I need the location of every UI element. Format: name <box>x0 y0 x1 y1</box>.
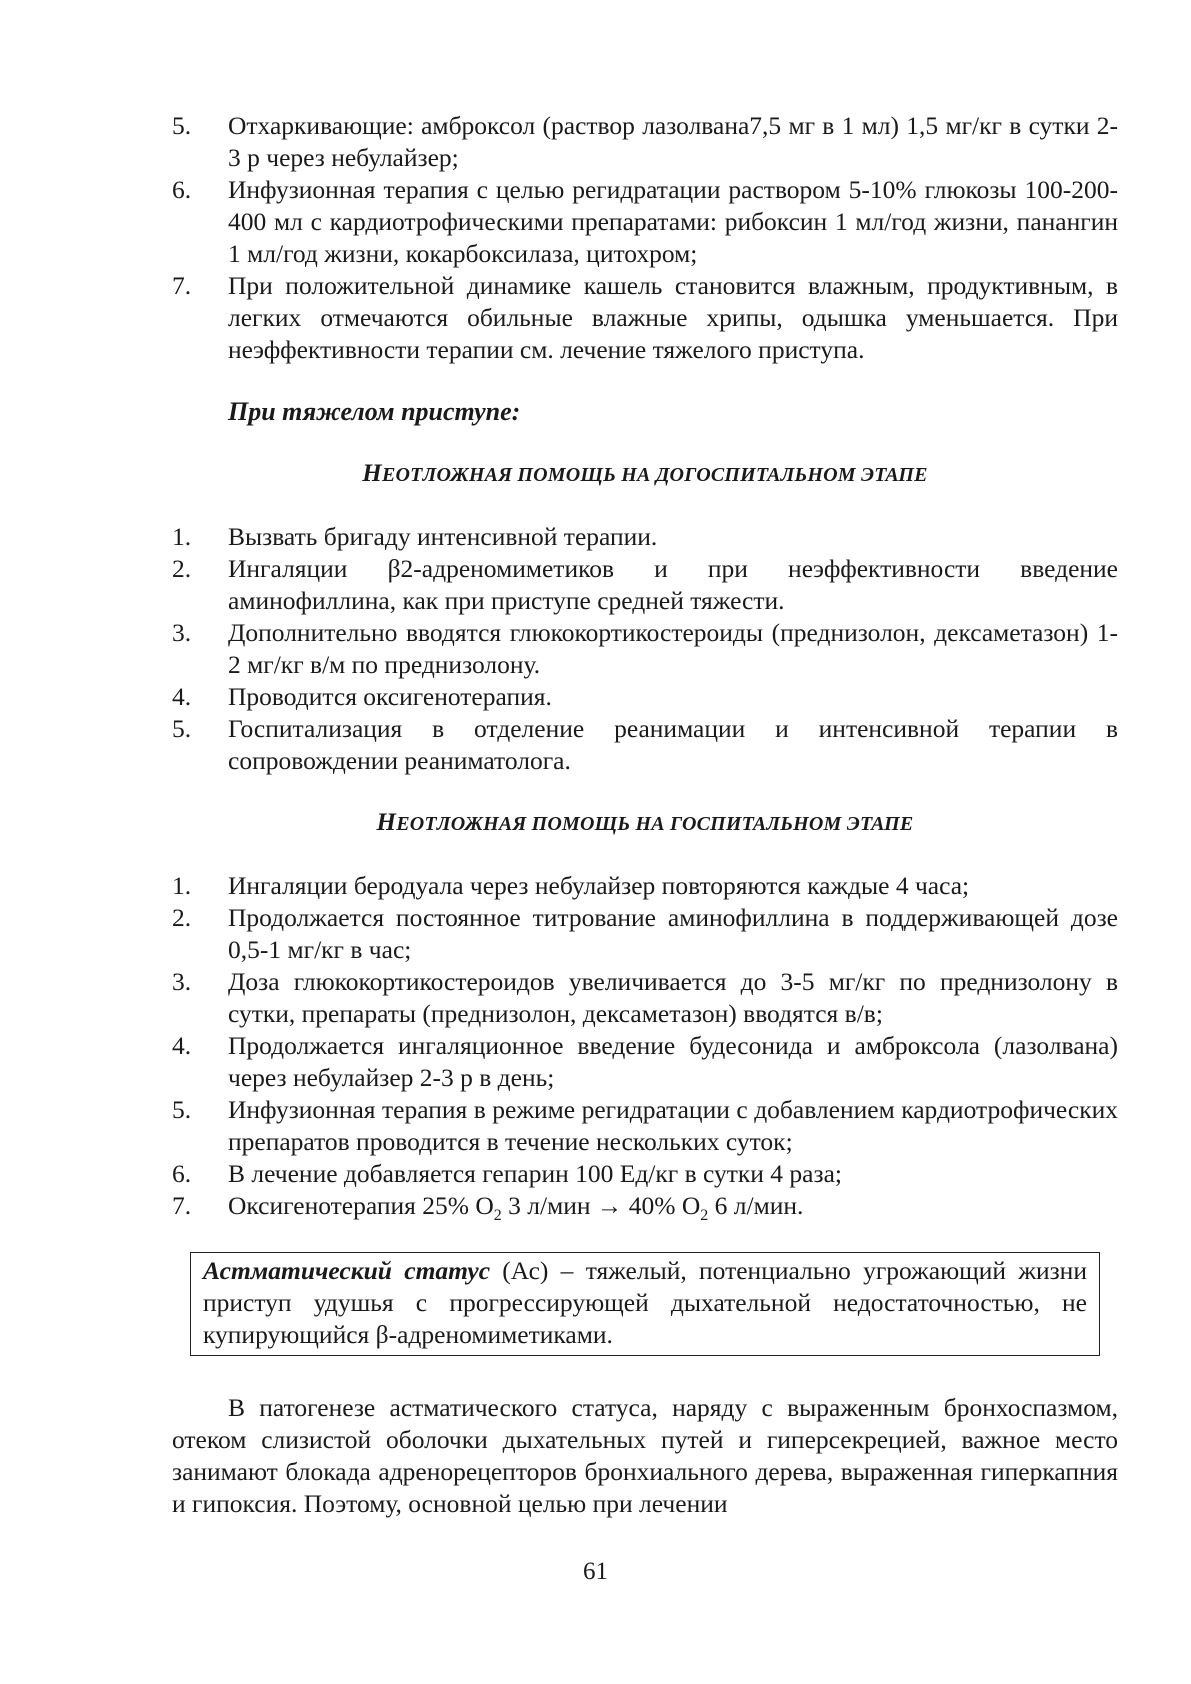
section-title-rest: ЕОТЛОЖНАЯ ПОМОЩЬ НА ДОГОСПИТАЛЬНОМ ЭТАПЕ <box>381 464 928 486</box>
item-number: 7. <box>172 271 192 300</box>
item-text: Ингаляции беродуала через небулайзер повторяются каждые 4 часа; <box>228 871 970 900</box>
item-number: 2. <box>172 554 192 583</box>
section-title-initial: Н <box>362 460 382 487</box>
item-number: 5. <box>172 111 192 140</box>
list-item <box>172 174 1118 270</box>
subheading: При тяжелом приступе: <box>228 397 521 426</box>
section-title-prehospital <box>172 458 1118 491</box>
item-number: 3. <box>172 618 192 647</box>
item-text: Вызвать бригаду интенсивной терапии. <box>228 522 658 551</box>
list-item <box>172 110 1118 174</box>
list-item <box>172 553 1118 617</box>
item-number: 2. <box>172 903 192 932</box>
item-text: Дополнительно вводятся глюкокортикостероиды (преднизолон, дексаметазон) 1-2 мг/кг в/м по преднизолону. <box>228 618 1118 679</box>
subscript: 2 <box>700 1207 709 1225</box>
list-item <box>172 617 1118 681</box>
definition-box <box>190 1252 1100 1356</box>
item-number: 5. <box>172 1095 192 1124</box>
item-number: 5. <box>172 714 192 743</box>
body-paragraph: В патогенезе астматического статуса, наряду с выраженным бронхоспазмом, отеком слизистой оболочки дыхательных путей и гиперсекрецией, важное место занимают блокада адренорецепторов бронхиального дерева, выраженная гиперкапния и гипоксия. Поэтому, основной целью при лечении <box>172 1393 1118 1518</box>
item-text: Отхаркивающие: амброксол (раствор лазолвана7,5 мг в 1 мл) 1,5 мг/кг в сутки 2-3 р через небулайзер; <box>228 111 1118 172</box>
item-text-part: 6 л/мин. <box>708 1191 804 1220</box>
list-prehospital <box>172 521 1118 777</box>
list-item <box>172 870 1118 902</box>
item-text: В лечение добавляется гепарин 100 Ед/кг в сутки 4 раза; <box>228 1159 842 1188</box>
item-number: 1. <box>172 522 192 551</box>
list-item <box>172 681 1118 713</box>
item-text: Продолжается ингаляционное введение будесонида и амброксола (лазолвана) через небулайзер 2-3 р в день; <box>228 1031 1118 1092</box>
list-item <box>172 1158 1118 1190</box>
section-title-rest: ЕОТЛОЖНАЯ ПОМОЩЬ НА ГОСПИТАЛЬНОМ ЭТАПЕ <box>396 813 914 835</box>
section-title-hospital <box>172 807 1118 840</box>
page-number: 61 <box>583 1558 608 1585</box>
list-item <box>172 1030 1118 1094</box>
list-item <box>172 1094 1118 1158</box>
list-top <box>172 110 1118 366</box>
list-item <box>172 521 1118 553</box>
item-text: Госпитализация в отделение реанимации и интенсивной терапии в сопровождении реаниматолога. <box>228 714 1118 775</box>
definition-text: (Ас) – тяжелый, потенциально угрожающий жизни приступ удушья с прогрессирующей дыхательной недостаточностью, не купирующийся β-адреномиметиками. <box>203 1256 1087 1349</box>
item-text: Доза глюкокортикостероидов увеличивается до 3-5 мг/кг по преднизолону в сутки, препараты (преднизолон, дексаметазон) вводятся в/в; <box>228 967 1118 1028</box>
list-item <box>172 713 1118 777</box>
list-item <box>172 902 1118 966</box>
item-number: 4. <box>172 682 192 711</box>
page-content <box>172 110 1118 1520</box>
list-hospital <box>172 870 1118 1225</box>
item-text: Инфузионная терапия в режиме регидратации с добавлением кардиотрофических препаратов проводится в течение нескольких суток; <box>228 1095 1118 1156</box>
section-title-initial: Н <box>376 809 397 836</box>
item-text-part: Оксигенотерапия 25% O <box>228 1191 494 1220</box>
item-number: 6. <box>172 175 192 204</box>
definition-term: Астматический статус <box>203 1256 491 1285</box>
item-number: 1. <box>172 871 192 900</box>
subscript: 2 <box>493 1207 502 1225</box>
item-text: Проводится оксигенотерапия. <box>228 682 552 711</box>
list-item <box>172 270 1118 366</box>
item-number: 7. <box>172 1191 192 1220</box>
item-text: При положительной динамике кашель становится влажным, продуктивным, в легких отмечаются обильные влажные хрипы, одышка уменьшается. При неэффективности терапии см. лечение тяжелого приступа. <box>228 271 1118 364</box>
item-number: 3. <box>172 967 192 996</box>
item-text: Инфузионная терапия с целью регидратации раствором 5-10% глюкозы 100-200-400 мл с кардиотрофическими препаратами: рибоксин 1 мл/год жизни, панангин 1 мл/год жизни, кокарбоксилаза, цитохром; <box>228 175 1118 268</box>
list-item <box>172 966 1118 1030</box>
item-text: Продолжается постоянное титрование аминофиллина в поддерживающей дозе 0,5-1 мг/кг в час; <box>228 903 1118 964</box>
item-number: 4. <box>172 1031 192 1060</box>
item-text-part: 3 л/мин → 40% O <box>501 1191 701 1220</box>
list-item <box>172 1190 1118 1225</box>
item-text: Ингаляции β2-адреномиметиков и при неэффективности введение аминофиллина, как при приступе средней тяжести. <box>228 554 1118 615</box>
item-number: 6. <box>172 1159 192 1188</box>
